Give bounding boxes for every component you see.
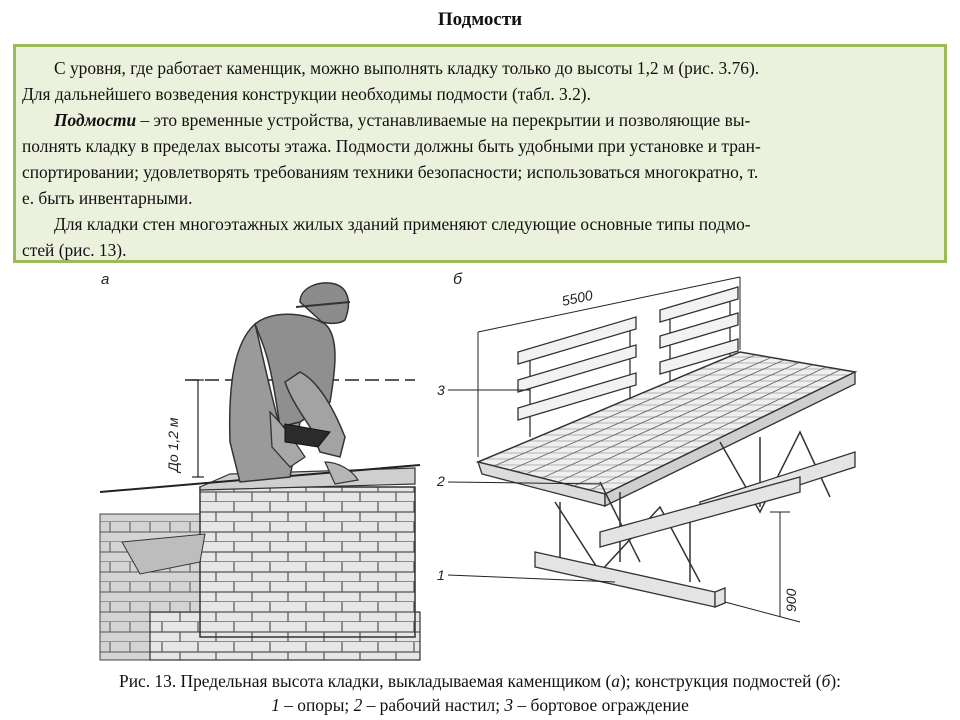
height-limit-label: До 1,2 м <box>165 417 181 472</box>
paragraph-1-line-1: С уровня, где работает каменщик, можно выполнять кладку только до высоты 1,2 м (рис. 3.76). <box>54 58 760 78</box>
paragraph-1 <box>16 55 944 81</box>
paragraph-2-line-2: полнять кладку в пределах высоты этажа. Подмости должны быть удобными при установке и тран- <box>22 136 761 156</box>
figure-caption-line-2: 1 – опоры; 2 – рабочий настил; 3 – бортовое ограждение <box>271 695 689 715</box>
paragraph-2-line-4: е. быть инвентарными. <box>22 188 193 208</box>
height-dimension: 900 <box>783 588 799 612</box>
callout-3: 3 <box>437 382 445 398</box>
definition-textbox <box>13 44 947 263</box>
callout-1: 1 <box>437 567 445 583</box>
term-podmosti: Подмости <box>54 110 137 130</box>
paragraph-3-line-1: Для кладки стен многоэтажных жилых зданий применяют следующие основные типы подмо- <box>54 214 751 234</box>
callout-2: 2 <box>437 473 445 489</box>
paragraph-3-line-2: стей (рис. 13). <box>22 240 127 260</box>
paragraph-1-line-2: Для дальнейшего возведения конструкции необходимы подмости (табл. 3.2). <box>22 84 591 104</box>
length-dimension: 5500 <box>560 286 595 309</box>
panel-a-label: а <box>101 271 110 288</box>
scaffold-figure <box>0 262 960 662</box>
page-title: Подмости <box>437 9 523 30</box>
panel-a-illustration <box>100 283 420 660</box>
figure-caption-line-1: Рис. 13. Предельная высота кладки, выкладываемая каменщиком (а); конструкция подмостей (б): <box>119 671 841 691</box>
panel-b-illustration <box>448 277 855 622</box>
paragraph-2-line-1-rest: – это временные устройства, устанавливаемые на перекрытии и позволяющие вы- <box>140 110 751 130</box>
panel-b-label: б <box>453 271 462 288</box>
paragraph-2-line-1 <box>16 107 944 133</box>
paragraph-2-line-3: спортировании; удовлетворять требованиям техники безопасности; использоваться многократно, т. <box>22 162 759 182</box>
